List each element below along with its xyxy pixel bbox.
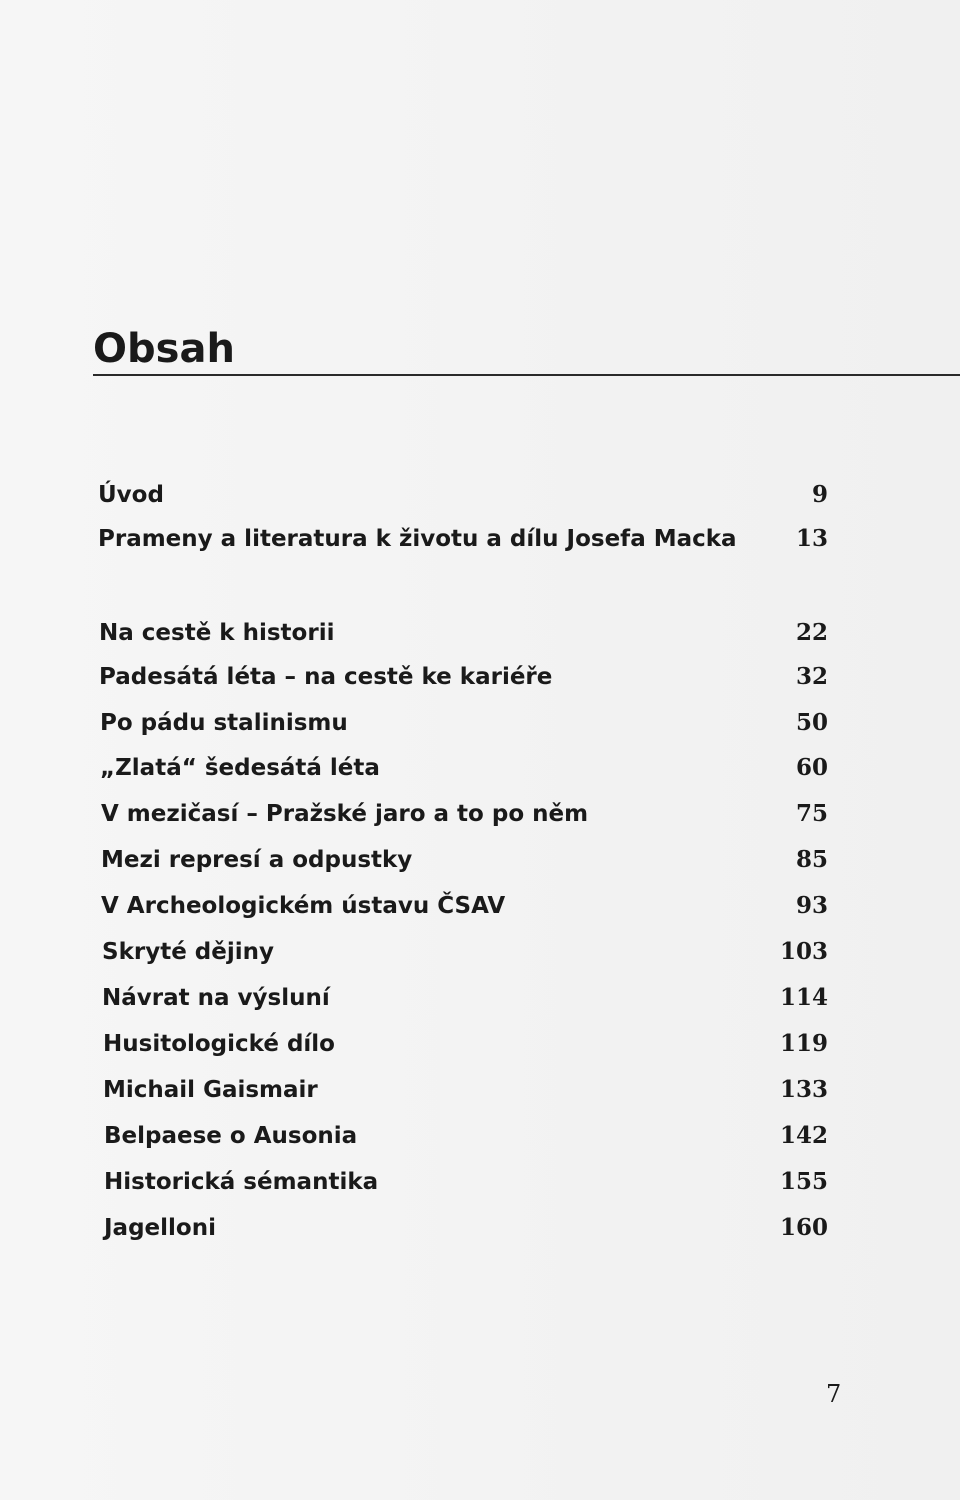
toc-entry-page: 13 xyxy=(795,525,828,552)
toc-entry-page: 155 xyxy=(779,1168,828,1195)
toc-entry-page: 9 xyxy=(811,481,828,508)
toc-entry xyxy=(0,708,960,738)
toc-entry-label: „Zlatá“ šedesátá léta xyxy=(100,755,380,781)
toc-entry-label: V mezičasí – Pražské jaro a to po něm xyxy=(101,801,589,827)
toc-entry-label: Po pádu stalinismu xyxy=(100,710,348,736)
toc-entry-label: Historická sémantika xyxy=(104,1169,379,1195)
toc-entry-label: Padesátá léta – na cestě ke kariéře xyxy=(99,664,553,690)
toc-entry-page: 103 xyxy=(779,938,828,965)
toc-entry xyxy=(0,662,960,692)
toc-entry xyxy=(0,1075,960,1105)
toc-entry-page: 142 xyxy=(779,1122,828,1149)
toc-entry-label: Husitologické dílo xyxy=(103,1031,335,1057)
toc-entry xyxy=(0,891,960,921)
toc-entry-label: Úvod xyxy=(98,482,164,508)
toc-entry xyxy=(0,480,960,510)
toc-entry xyxy=(0,753,960,783)
toc-entry xyxy=(0,799,960,829)
toc-entry-page: 133 xyxy=(779,1076,828,1103)
toc-entry xyxy=(0,1121,960,1151)
toc-entry-page: 22 xyxy=(795,619,828,646)
toc-entry-page: 32 xyxy=(795,663,828,690)
toc-entry-page: 114 xyxy=(779,984,828,1011)
toc-entry xyxy=(0,1167,960,1197)
toc-entry xyxy=(0,1029,960,1059)
toc-entry-label: Belpaese o Ausonia xyxy=(104,1123,358,1149)
toc-entry-label: V Archeologickém ústavu ČSAV xyxy=(101,893,506,919)
toc-entry-label: Prameny a literatura k životu a dílu Josefa Macka xyxy=(98,526,737,552)
toc-entry-label: Mezi represí a odpustky xyxy=(101,847,413,873)
toc-entry xyxy=(0,524,960,554)
toc-entry xyxy=(0,983,960,1013)
toc-entry-label: Skryté dějiny xyxy=(102,939,274,965)
page-title: Obsah xyxy=(93,326,235,372)
toc-entry xyxy=(0,845,960,875)
toc-entry-label: Na cestě k historii xyxy=(99,620,335,646)
toc-entry xyxy=(0,618,960,648)
toc-entry-label: Návrat na výsluní xyxy=(102,985,330,1011)
toc-entry-page: 60 xyxy=(795,754,828,781)
toc-entry-page: 119 xyxy=(779,1030,828,1057)
toc-entry-label: Jagelloni xyxy=(104,1215,216,1241)
toc-entry-page: 85 xyxy=(795,846,828,873)
toc-entry xyxy=(0,1213,960,1243)
toc-entry-page: 50 xyxy=(795,709,828,736)
toc-entry-label: Michail Gaismair xyxy=(103,1077,318,1103)
page-number: 7 xyxy=(826,1380,842,1408)
toc-entry-page: 75 xyxy=(795,800,828,827)
toc-entry xyxy=(0,937,960,967)
toc-entry-page: 93 xyxy=(795,892,828,919)
toc-entry-page: 160 xyxy=(779,1214,828,1241)
